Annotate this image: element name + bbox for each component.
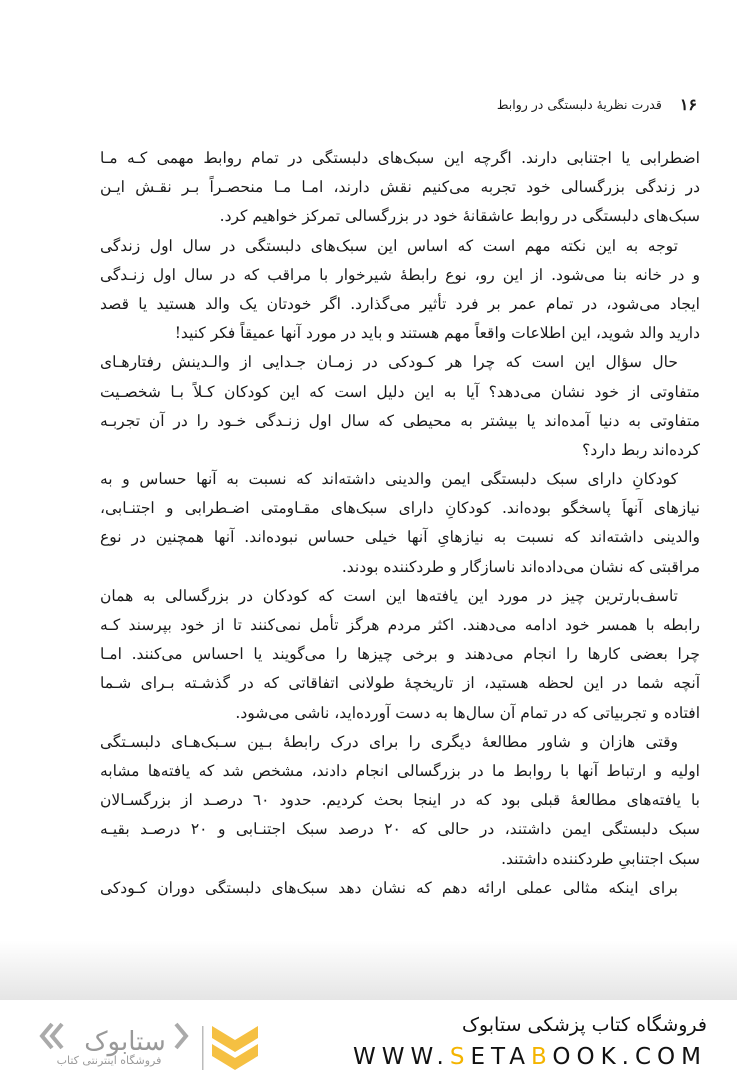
text-line: متفاوتی به دنیا آمده‌اند یا بیشتر به محیطی که سال اول زنـدگی خـود را در آن تجربـه [100, 411, 700, 430]
text-line: تاسف‌بارترین چیز در مورد این یافته‌ها این است که کودکان در بزرگسالی به همان [100, 586, 678, 605]
text-line: دارید والد شوید، این اطلاعات واقعاً مهم هستند و باید در مورد آنها عمیقاً فکر کنید! [174, 324, 700, 343]
text-line: و در خانه بنا می‌شود. از این رو، نوع رابطهٔ شیرخوار با مراقب که در سال اول زنـدگی [100, 265, 700, 284]
paragraph [100, 728, 700, 874]
chevron-logo-icon [212, 1026, 258, 1070]
store-url[interactable]: WWW.SETABOOK.COM [352, 1044, 707, 1070]
text-line: با یافته‌های مطالعهٔ قبلی بود که در اینجا بحث کردیم. حدود ٦٠ درصـد از بزرگسـالان [100, 791, 700, 810]
text-line: وقتی هازان و شاور مطالعهٔ دیگری را برای درک رابطهٔ بـین سـبک‌هـای دلبسـتگی [100, 732, 678, 751]
text-line: چرا بعضی کارها را انجام می‌دهند و برخی چیزها را می‌گویند یا احساس می‌کنند. امـا [100, 645, 700, 664]
paragraph [100, 232, 700, 349]
text-line: افتاده و تجربیاتی که در تمام آن سال‌ها به دست آورده‌اید، ناشی می‌شود. [235, 703, 700, 722]
page-header [97, 92, 697, 116]
logo-subtitle: فروشگاه اینترنتی کتاب [56, 1054, 162, 1067]
paragraph [100, 465, 700, 582]
text-line: توجه به این نکته مهم است که اساس این سبک‌های دلبستگی در سال اول زندگی [100, 236, 678, 255]
paragraph [100, 348, 700, 465]
text-line: برای اینکه مثالی عملی ارائه دهم که نشان دهد سبک‌های دلبستگی دوران کـودکی [100, 878, 678, 897]
body-text [100, 144, 700, 903]
text-line: اضطرابی یا اجتنابی دارند. اگرچه این سبک‌های دلبستگی در تمام روابط مهمی کـه مـا [100, 149, 700, 167]
page-number: ۱۶ [679, 94, 697, 114]
text-line: سبک دلبستگی ایمن داشتند، در حالی که ٢٠ درصد سبک اجتنـابی و ٢٠ درصـد بقیـه [100, 820, 700, 839]
text-line: والدینی داشته‌اند که نسبت به نیازهایِ آنها خیلی حساس نبوده‌اند. آنها همچنین در نوع [100, 528, 700, 547]
text-line: کودکانِ دارای سبک دلبستگی ایمن والدینی داشته‌اند که نسبت به آنها حساس و به [100, 470, 678, 489]
text-line: نیازهای آنهاَ پاسخگو بوده‌اند. کودکانِ دارای سبک‌های مقـاومتی اضـطرابی و اجتنـابی، [100, 499, 700, 518]
paragraph [100, 874, 700, 903]
setabook-logo [30, 1016, 280, 1080]
footer-banner [0, 1000, 737, 1080]
text-line: متفاوتی از خود نشان می‌دهد؟ آیا به این دلیل است که این کودکان کـلاً بـا شخصـیت [100, 382, 700, 401]
bottom-fade [0, 940, 737, 1002]
text-line: کرده‌اند ربط دارد؟ [582, 440, 700, 459]
text-line: در زندگی بزرگسالی خود تجربه می‌کنیم نقش دارند، امـا مـا منحصـراً بـر نقـش ایـن [100, 178, 700, 197]
text-line: مراقبتی که نشان می‌داده‌اند ناسازگار و طردکننده بودند. [341, 557, 700, 576]
text-line: ایجاد می‌شود، در تمام عمر بر فرد تأثیر می‌گذارد. اگر خودتان یک والد هستید یا قصد [100, 294, 700, 313]
text-line: اولیه و ارتباط آنها با روابط ما در بزرگسالی انجام دادند، مشخص شد که یافته‌ها مشابه [100, 761, 700, 780]
paragraph [100, 144, 700, 232]
paragraph [100, 582, 700, 728]
text-line: سبک اجتنابیِ طردکننده داشتند. [501, 849, 700, 868]
text-line: رابطه با همسر خود ادامه می‌دهند. اکثر مردم هرگز تأمل نمی‌کنند تا از خود بپرسند کـه [100, 616, 700, 634]
running-title: قدرت نظریهٔ دلبستگی در روابط [496, 96, 662, 112]
text-line: حال سؤال این است که چرا هر کـودکی در زمـان جـدایی از والـدینش رفتارهـای [100, 353, 678, 372]
text-line: آنچه شما در این لحظه هستید، از تاریخچهٔ طولانی اتفاقاتی که در گذشـته بـرای شـما [100, 674, 700, 693]
store-name: فروشگاه کتاب پزشکی ستابوک [461, 1014, 707, 1036]
text-line: سبک‌های دلبستگی در روابط عاشقانهٔ خود در بزرگسالی تمرکز خواهیم کرد. [219, 207, 700, 226]
logo-brand-text: ستابوک [84, 1027, 166, 1057]
